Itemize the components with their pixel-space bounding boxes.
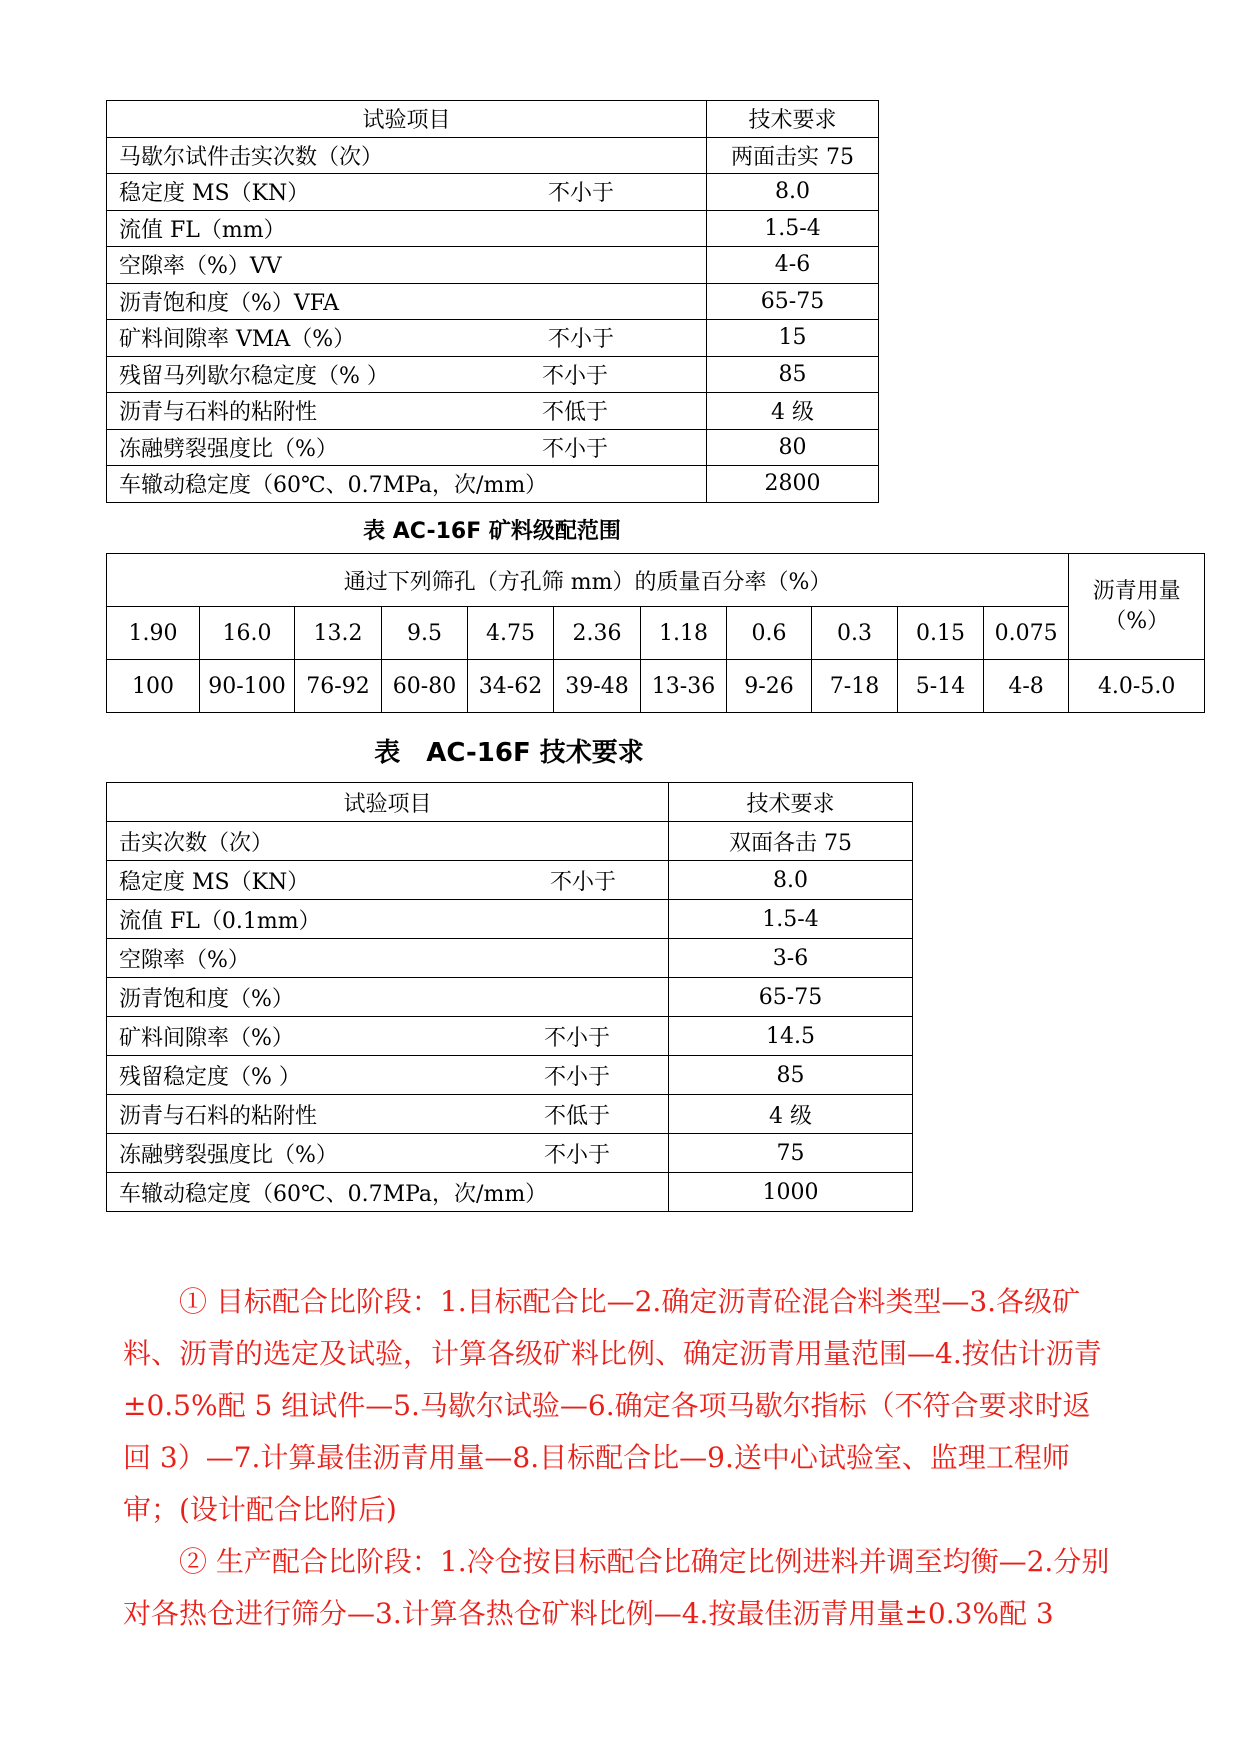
row-value: 8.0 (707, 174, 879, 211)
row-value: 85 (707, 356, 879, 393)
row-value: 双面各击 75 (669, 822, 913, 861)
table-row (107, 466, 879, 503)
header-requirement: 技术要求 (707, 101, 879, 138)
row-item: 残留稳定度（% ） (119, 1064, 301, 1090)
table-row (107, 247, 879, 284)
row-item: 残留马列歇尔稳定度（% ） (119, 363, 389, 389)
table-row (107, 137, 879, 174)
row-item: 流值 FL（mm） (119, 217, 286, 243)
procedure-text (123, 1276, 1113, 1640)
row-item: 冻融劈裂强度比（%） (119, 436, 338, 462)
row-item: 沥青与石料的粘附性 (119, 1103, 318, 1129)
sieve-size: 0.3 (812, 607, 898, 660)
paragraph-target-mix: ① 目标配合比阶段：1.目标配合比—2.确定沥青砼混合料类型—3.各级矿料、沥青的选定及试验，计算各级矿料比例、确定沥青用量范围—4.按估计沥青±0.5%配 5 组试件—5.马歇尔试验—6.确定各项马歇尔指标（不符合要求时返回 3）—7.计算最佳沥青用量—8.目标配合比—9.送中心试验室、监理工程师审；(设计配合比附后) (123, 1285, 1102, 1526)
row-condition: 不低于 (541, 400, 608, 426)
sieve-size-row (107, 607, 1205, 660)
sieve-size: 4.75 (468, 607, 554, 660)
row-value: 80 (707, 429, 879, 466)
table-caption-requirements: 表 AC-16F 技术要求 (374, 738, 644, 768)
table-row (107, 429, 879, 466)
pass-range: 9-26 (727, 660, 812, 713)
row-item: 沥青饱和度（%）VFA (119, 290, 340, 316)
pass-range: 34-62 (468, 660, 554, 713)
row-condition: 不小于 (543, 1142, 610, 1168)
row-value: 2800 (707, 466, 879, 503)
header-test-item: 试验项目 (107, 101, 707, 138)
row-value: 4-6 (707, 247, 879, 284)
gradation-range-table (106, 553, 1205, 713)
row-condition: 不小于 (549, 869, 616, 895)
table-row (107, 1095, 913, 1134)
header-test-item: 试验项目 (107, 783, 669, 822)
row-value: 8.0 (669, 861, 913, 900)
row-item: 矿料间隙率 VMA（%） (119, 327, 356, 353)
row-item: 稳定度 MS（KN） (119, 869, 310, 895)
pass-range: 7-18 (812, 660, 898, 713)
row-value: 14.5 (669, 1017, 913, 1056)
row-value: 1.5-4 (669, 900, 913, 939)
row-value: 75 (669, 1134, 913, 1173)
table-row (107, 356, 879, 393)
table-row (107, 1056, 913, 1095)
row-value: 两面击实 75 (707, 137, 879, 174)
row-item: 空隙率（%） (119, 947, 250, 973)
table-row (107, 861, 913, 900)
row-item: 流值 FL（0.1mm） (119, 908, 321, 934)
pass-range-row (107, 660, 1205, 713)
table-row (107, 210, 879, 247)
row-condition: 不小于 (541, 363, 608, 389)
pass-range: 39-48 (554, 660, 641, 713)
table-row (107, 939, 913, 978)
sieve-pass-header: 通过下列筛孔（方孔筛 mm）的质量百分率（%） (107, 554, 1069, 607)
row-value: 1.5-4 (707, 210, 879, 247)
pass-range: 90-100 (200, 660, 295, 713)
asphalt-content-value: 4.0-5.0 (1069, 660, 1205, 713)
pass-range: 76-92 (295, 660, 382, 713)
table-row (107, 1173, 913, 1212)
table-row (107, 174, 879, 211)
row-item: 沥青饱和度（%） (119, 986, 294, 1012)
row-item: 矿料间隙率（%） (119, 1025, 294, 1051)
table-row (107, 393, 879, 430)
table-header-row (107, 101, 879, 138)
header-requirement: 技术要求 (669, 783, 913, 822)
row-condition: 不小于 (543, 1064, 610, 1090)
row-item: 车辙动稳定度（60℃、0.7MPa，次/mm） (119, 473, 548, 499)
paragraph-production-mix: ② 生产配合比阶段：1.冷仓按目标配合比确定比例进料并调至均衡—2.分别对各热仓进行筛分—3.计算各热仓矿料比例—4.按最佳沥青用量±0.3%配 3 (123, 1545, 1110, 1630)
pass-range: 4-8 (984, 660, 1069, 713)
row-item: 空隙率（%）VV (119, 254, 282, 280)
sieve-size: 1.18 (641, 607, 727, 660)
marshall-requirements-table-1 (106, 100, 879, 503)
table-row (107, 900, 913, 939)
row-value: 65-75 (669, 978, 913, 1017)
row-condition: 不小于 (547, 181, 614, 207)
table-caption-gradation: 表 AC-16F 矿料级配范围 (363, 519, 621, 544)
row-item: 稳定度 MS（KN） (119, 181, 310, 207)
pass-range: 5-14 (898, 660, 984, 713)
pass-range: 13-36 (641, 660, 727, 713)
row-value: 65-75 (707, 283, 879, 320)
marshall-requirements-table-2 (106, 782, 913, 1212)
sieve-size: 0.15 (898, 607, 984, 660)
row-condition: 不小于 (541, 436, 608, 462)
row-value: 85 (669, 1056, 913, 1095)
table-header-row (107, 554, 1205, 607)
pass-range: 100 (107, 660, 200, 713)
table-row (107, 320, 879, 357)
sieve-size: 2.36 (554, 607, 641, 660)
row-value: 1000 (669, 1173, 913, 1212)
row-item: 击实次数（次） (119, 830, 274, 856)
row-value: 15 (707, 320, 879, 357)
sieve-size: 0.6 (727, 607, 812, 660)
sieve-size: 0.075 (984, 607, 1069, 660)
pass-range: 60-80 (382, 660, 468, 713)
row-value: 4 级 (707, 393, 879, 430)
table-row (107, 1017, 913, 1056)
row-value: 4 级 (669, 1095, 913, 1134)
row-item: 冻融劈裂强度比（%） (119, 1142, 338, 1168)
row-item: 马歇尔试件击实次数（次） (119, 144, 384, 170)
table-header-row (107, 783, 913, 822)
row-condition: 不小于 (547, 327, 614, 353)
table-row (107, 1134, 913, 1173)
sieve-size: 13.2 (295, 607, 382, 660)
table-row (107, 822, 913, 861)
sieve-size: 9.5 (382, 607, 468, 660)
row-condition: 不低于 (543, 1103, 610, 1129)
row-item: 沥青与石料的粘附性 (119, 400, 318, 426)
sieve-size: 16.0 (200, 607, 295, 660)
table-row (107, 283, 879, 320)
row-item: 车辙动稳定度（60℃、0.7MPa，次/mm） (119, 1181, 548, 1207)
table-row (107, 978, 913, 1017)
row-value: 3-6 (669, 939, 913, 978)
asphalt-content-header: 沥青用量（%） (1069, 554, 1205, 660)
sieve-size: 1.90 (107, 607, 200, 660)
row-condition: 不小于 (543, 1025, 610, 1051)
